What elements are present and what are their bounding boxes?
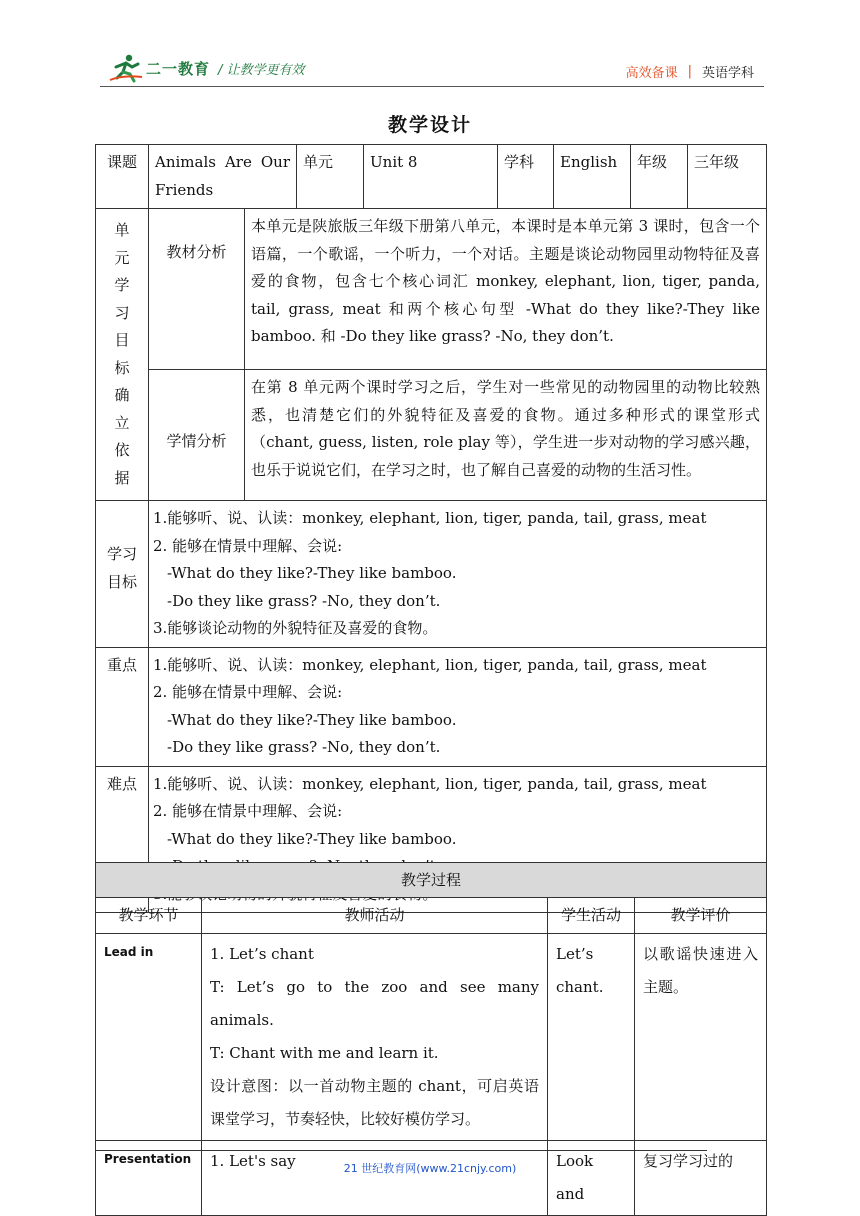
key-point-line: 2. 能够在情景中理解、会说: [153,683,343,701]
key-point-line: 1.能够听、说、认读：monkey, elephant, lion, tiger, panda, tail, grass, meat [153,655,707,674]
objective-line: 1.能够听、说、认读：monkey, elephant, lion, tiger, panda, tail, grass, meat [153,509,707,527]
evaluation: 以歌谣快速进入主题。 [635,934,767,1141]
header-tag-prep: 高效备课 [625,66,678,81]
evaluation: 复习学习过的 [635,1141,767,1216]
unit-label: 单元 [297,145,364,209]
difficulties-label: 难点 [96,766,149,913]
runner-logo-icon [108,53,144,83]
column-header-student: 学生活动 [548,898,635,934]
grade-label: 年级 [631,145,688,209]
stage-label: Presentation [96,1141,202,1216]
brand-logo [108,52,305,84]
teacher-step: T: Chant with me and learn it. [210,1044,439,1062]
slogan: / 让教学更有效 [218,62,305,78]
student-activity: Look and [548,1141,635,1216]
material-analysis-label: 教材分析 [149,209,245,370]
material-analysis-text: 本单元是陕旅版三年级下册第八单元，本课时是本单元第 3 课时，包含一个语篇，一个歌谣，一个听力，一个对话。主题是谈论动物园里动物特征及喜爱的食物，包含七个核心词汇 monkey, elephant, lion, tiger, panda, tail, grass, meat 和两个核心句型 -What do they like?-They like bamboo. 和 -Do they like grass? -No, they don’t. [245,209,767,370]
footer-divider [95,1150,707,1151]
objective-line: -Do they like grass? -No, they don’t. [167,591,441,610]
grade-value: 三年级 [688,145,767,209]
teacher-step: 1. Let's say [210,1152,296,1170]
objective-line: -What do they like?-They like bamboo. [167,564,457,582]
footer-source: 21 世纪教育网(www.21cnjy.com) [343,1162,517,1175]
header-tag-subject: 英语学科 [701,66,754,81]
header-divider [100,86,764,87]
objectives-content [149,501,767,648]
material-analysis-row [96,209,767,370]
key-points-label: 重点 [96,647,149,766]
teacher-activity [202,934,548,1141]
learner-analysis-label: 学情分析 [149,370,245,501]
key-points-row [96,647,767,766]
subject-value: English [554,145,631,209]
objective-line: 3.能够谈论动物的外貌特征及喜爱的食物。 [153,619,438,637]
basis-side-label: 单元学习目标确立依据 [96,209,149,501]
subject-label: 学科 [498,145,554,209]
logo-text: 二一教育 [146,59,211,78]
stage-label: Lead in [96,934,202,1141]
difficulty-line: 1.能够听、说、认读：monkey, elephant, lion, tiger, panda, tail, grass, meat [153,774,707,793]
teacher-step: 1. Let’s chant [210,945,314,963]
difficulty-line: 2. 能够在情景中理解、会说: [153,802,343,820]
process-row-lead-in [96,934,767,1141]
topic-label: 课题 [96,145,149,209]
document-title: 教学设计 [387,114,472,136]
unit-value: Unit 8 [364,145,498,209]
objectives-label: 学习目标 [96,501,149,648]
process-header-row [96,898,767,934]
info-row [96,145,767,209]
objective-line: 2. 能够在情景中理解、会说: [153,536,343,555]
key-point-line: -What do they like?-They like bamboo. [167,710,457,729]
objectives-row [96,501,767,648]
column-header-evaluation: 教学评价 [635,898,767,934]
page-header [100,52,764,88]
design-intent: 设计意图：以一首动物主题的 chant，可启英语课堂学习，节奏轻快，比较好模仿学习。 [210,1077,539,1128]
key-points-content [149,647,767,766]
key-point-line: -Do they like grass? -No, they don’t. [167,738,441,756]
lesson-info-table [95,144,767,913]
process-band-row [96,863,767,898]
process-band-title: 教学过程 [96,863,767,898]
teacher-step: T: Let’s go to the zoo and see many animals. [210,978,539,1029]
learner-analysis-text: 在第 8 单元两个课时学习之后，学生对一些常见的动物园里的动物比较熟悉，也清楚它们的外貌特征及喜爱的食物。通过多种形式的课堂形式（chant, guess, listen, role play 等），学生进一步对动物的学习感兴趣，也乐于说说它们，在学习之时，也了解自己喜爱的动物的生活习性。 [245,370,767,501]
learner-analysis-row [96,370,767,501]
topic-value: Animals Are Our Friends [149,145,297,209]
difficulty-line: -What do they like?-They like bamboo. [167,829,457,848]
header-separator: | [687,64,692,79]
column-header-teacher: 教师活动 [202,898,548,934]
teacher-activity [202,1141,548,1216]
student-activity: Let’s chant. [548,934,635,1141]
process-row-presentation [96,1141,767,1216]
header-tags [626,62,754,81]
column-header-stage: 教学环节 [96,898,202,934]
